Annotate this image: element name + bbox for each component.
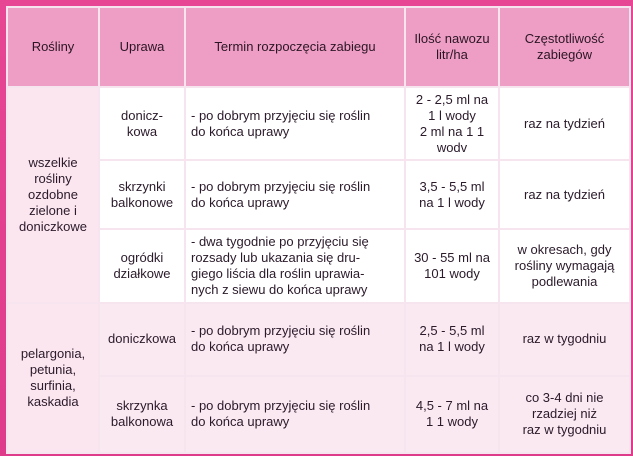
crop-cell: doniczkowa	[99, 303, 185, 376]
plant-cell: wszelkie rośliny ozdobne zielone i doniczkowe	[7, 87, 99, 303]
frequency-cell: raz na tydzień	[499, 87, 630, 160]
term-cell: - po dobrym przyjęciu się roślin do końca uprawy	[185, 376, 405, 453]
dose-cell: 3,5 - 5,5 ml na 1 l wody	[405, 160, 499, 229]
term-cell: - po dobrym przyjęciu się roślin do końca uprawy	[185, 303, 405, 376]
frequency-cell: raz na tydzień	[499, 160, 630, 229]
table-row	[7, 229, 630, 302]
table-row	[7, 303, 630, 376]
plant-cell: pelargonia, petunia, surfinia, kaskadia	[7, 303, 99, 453]
header-plants: Rośliny	[7, 7, 99, 87]
table-row	[7, 160, 630, 229]
frequency-cell: co 3-4 dni nie rzadziej niż raz w tygodniu	[499, 376, 630, 453]
header-term: Termin rozpoczęcia zabiegu	[185, 7, 405, 87]
dose-cell: 2 - 2,5 ml na 1 l wody 2 ml na 1 1 wodv	[405, 87, 499, 160]
crop-cell: skrzynki balkonowe	[99, 160, 185, 229]
crop-cell: ogródki działkowe	[99, 229, 185, 302]
crop-cell: skrzynka balkonowa	[99, 376, 185, 453]
table-row	[7, 87, 630, 160]
group-ornamental-plants	[7, 87, 630, 303]
dose-cell: 2,5 - 5,5 ml na 1 l wody	[405, 303, 499, 376]
table-row	[7, 376, 630, 453]
group-balcony-flowers	[7, 303, 630, 453]
fertilizer-dosing-table	[6, 6, 631, 454]
frequency-cell: w okresach, gdy rośliny wymagają podlewania	[499, 229, 630, 302]
header-crop: Uprawa	[99, 7, 185, 87]
crop-cell: donicz- kowa	[99, 87, 185, 160]
term-cell: - po dobrym przyjęciu się roślin do końca uprawy	[185, 160, 405, 229]
header-dose: Ilość nawozu litr/ha	[405, 7, 499, 87]
header-frequency: Częstotliwość zabiegów	[499, 7, 630, 87]
header-row	[7, 7, 630, 87]
dose-cell: 30 - 55 ml na 101 wody	[405, 229, 499, 302]
term-cell: - dwa tygodnie po przyjęciu się rozsady lub ukazania się dru- giego liścia dla roślin uprawia- nych z siewu do końca uprawy	[185, 229, 405, 302]
frequency-cell: raz w tygodniu	[499, 303, 630, 376]
term-cell: - po dobrym przyjęciu się roślin do końca uprawy	[185, 87, 405, 160]
dose-cell: 4,5 - 7 ml na 1 1 wody	[405, 376, 499, 453]
